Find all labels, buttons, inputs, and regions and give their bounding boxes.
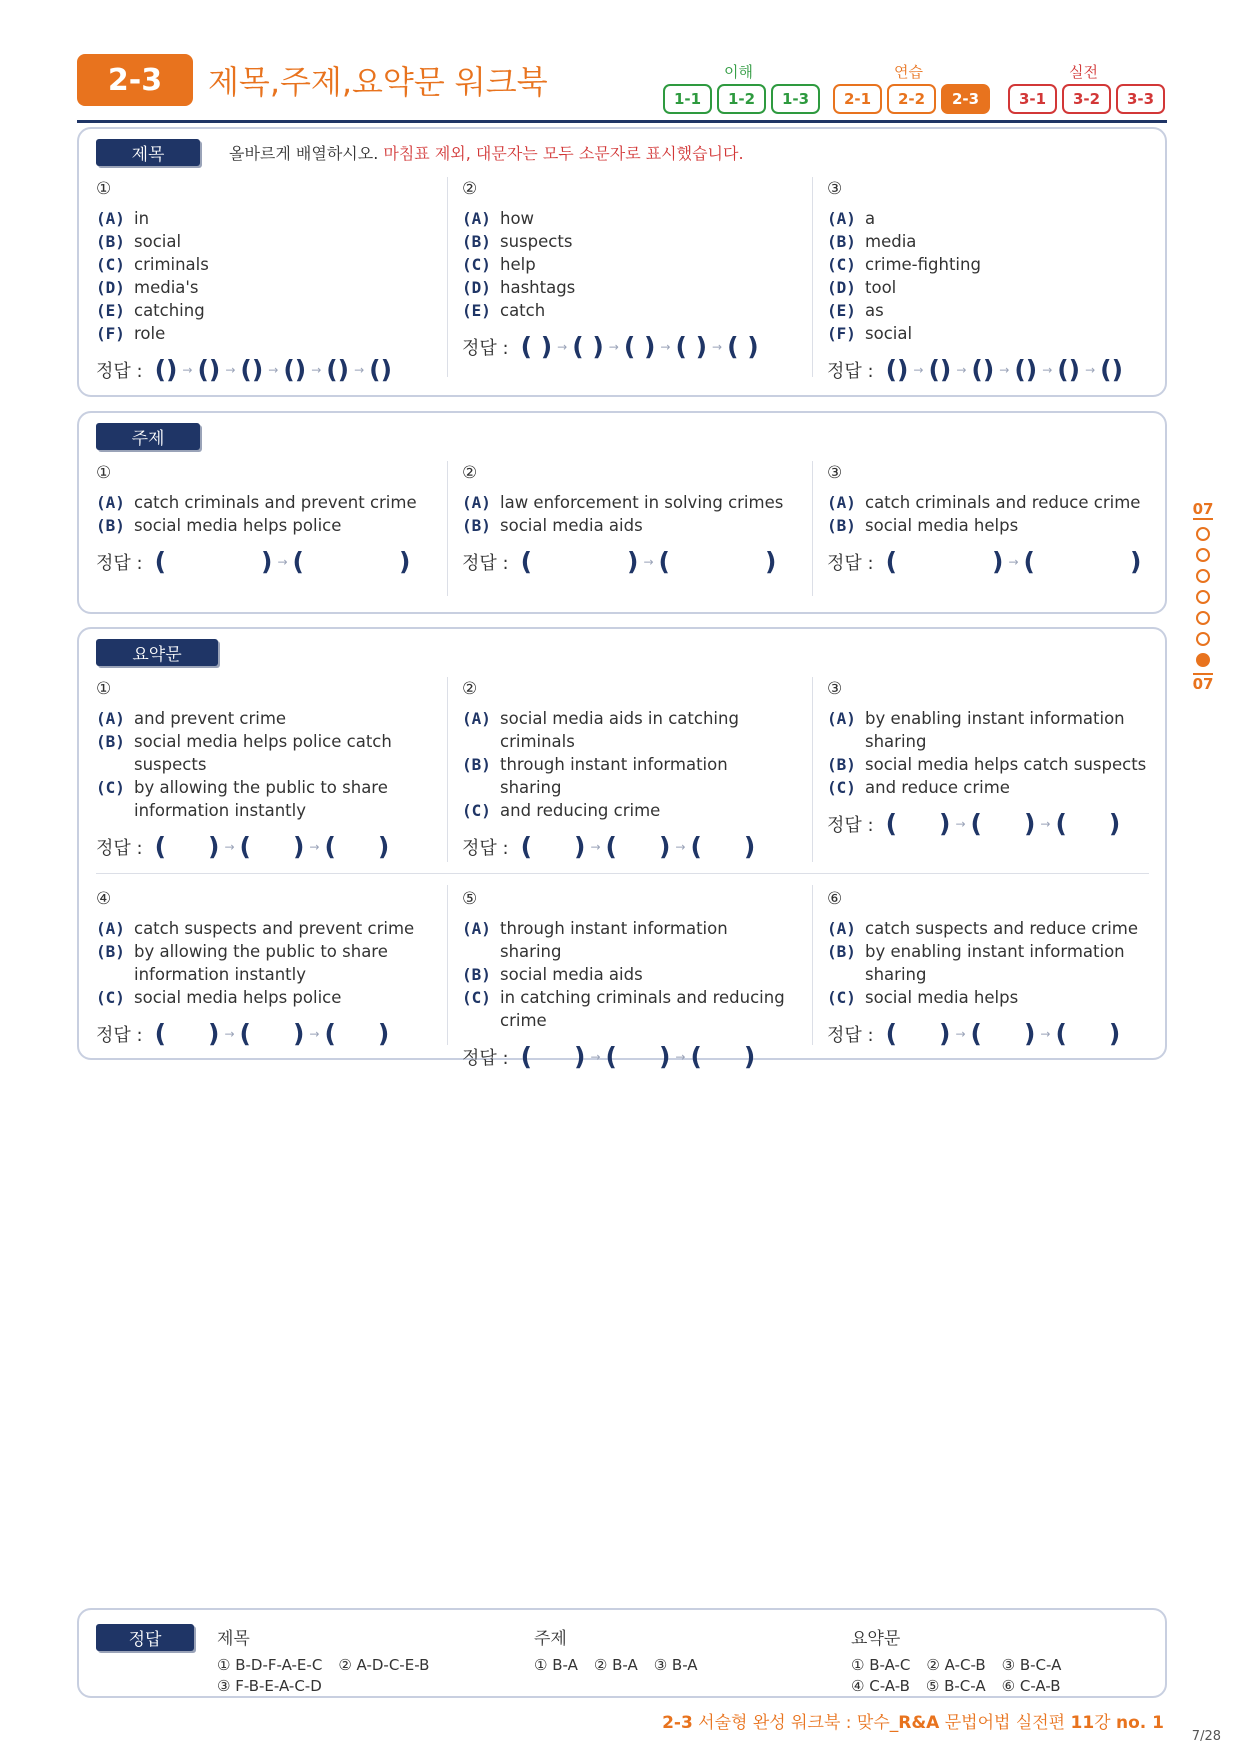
list-item: (A) through instant information sharing <box>462 919 728 961</box>
summary-question-3 <box>827 679 1157 838</box>
list-item: (A) law enforcement in solving crimes <box>462 493 784 512</box>
list-item: (A) social media aids in catching criminals <box>462 709 739 751</box>
answer-key-topic: 주제 ① B-A ② B-A ③ B-A <box>534 1629 698 1674</box>
answer-slots[interactable]: 정답 : () → () → () → () → () → () <box>96 355 393 384</box>
instruction-note: 마침표 제외, 대문자는 모두 소문자로 표시했습니다. <box>383 144 744 163</box>
nav-dot[interactable] <box>1196 632 1210 646</box>
question-number: ② <box>462 179 478 199</box>
footer: 2-3 서술형 완성 워크북 : 맞수_R&A 문법어법 실전편 11강 no. 1 <box>662 1713 1164 1733</box>
list-item: (A) catch suspects and prevent crime <box>96 919 415 938</box>
list-item: (D) hashtags <box>462 278 576 297</box>
list-item: (B) social media helps catch suspects <box>827 755 1147 774</box>
list-item: (F) role <box>96 324 166 343</box>
answer-slots[interactable]: 정답 : ( ) → ( ) → ( ) <box>96 1019 390 1048</box>
list-item: (B) by enabling instant information sharing <box>827 942 1125 984</box>
question-number: ① <box>96 679 112 699</box>
page-title: 제목,주제,요약문 워크북 <box>208 63 548 101</box>
topic-question-1 <box>96 463 426 576</box>
question-number: ① <box>96 179 112 199</box>
answer-slots[interactable]: 정답 : ( ) → ( ) <box>96 547 411 576</box>
list-item: (A) a <box>827 209 876 228</box>
side-page-bottom: 07 <box>1192 675 1214 693</box>
stage-button-1-2[interactable]: 1-2 <box>717 84 766 114</box>
topic-section-tag: 주제 <box>96 423 200 450</box>
title-section <box>77 127 1167 397</box>
list-item: (D) media's <box>96 278 199 297</box>
answer-slots[interactable]: 정답 : ( ) → ( ) → ( ) <box>96 832 390 861</box>
list-item: (A) in <box>96 209 150 228</box>
nav-dot[interactable] <box>1196 569 1210 583</box>
stage-group-understand <box>663 84 820 114</box>
list-item: (A) catch suspects and reduce crime <box>827 919 1139 938</box>
question-number: ⑤ <box>462 889 478 909</box>
list-item: (B) social media helps police <box>96 516 342 535</box>
list-item: (B) social media aids <box>462 965 643 984</box>
stage-button-2-1[interactable]: 2-1 <box>833 84 882 114</box>
stage-button-2-3[interactable]: 2-3 <box>941 84 990 114</box>
question-number: ② <box>462 463 478 483</box>
list-item: (C) social media helps <box>827 988 1019 1007</box>
nav-dot[interactable] <box>1196 548 1210 562</box>
list-item: (E) catch <box>462 301 546 320</box>
summary-question-4 <box>96 889 426 1048</box>
nav-dot[interactable] <box>1196 590 1210 604</box>
stage-group-practice <box>833 84 990 114</box>
answer-slots[interactable]: 정답 : ( ) → ( ) → ( ) <box>462 832 756 861</box>
header-rule <box>77 120 1167 123</box>
question-number: ③ <box>827 679 843 699</box>
stage-button-3-2[interactable]: 3-2 <box>1062 84 1111 114</box>
question-number: ① <box>96 463 112 483</box>
list-item: (C) help <box>462 255 536 274</box>
list-item: (C) and reduce crime <box>827 778 1010 797</box>
instruction <box>229 141 744 164</box>
summary-question-2 <box>462 679 792 861</box>
summary-question-6 <box>827 889 1157 1048</box>
answer-key-tag: 정답 <box>96 1624 194 1651</box>
list-item: (D) tool <box>827 278 897 297</box>
topic-section <box>77 411 1167 614</box>
page-number: 7/28 <box>1191 1729 1221 1744</box>
answer-slots[interactable]: 정답 : ( ) → ( ) → ( ) <box>462 1042 756 1071</box>
list-item: (A) how <box>462 209 535 228</box>
title-question-2 <box>462 179 792 361</box>
list-item: (F) social <box>827 324 913 343</box>
list-item: (B) social media helps <box>827 516 1019 535</box>
list-item: (C) social media helps police <box>96 988 342 1007</box>
list-item: (B) social <box>96 232 182 251</box>
title-section-tag: 제목 <box>96 139 200 166</box>
stage-button-3-1[interactable]: 3-1 <box>1008 84 1057 114</box>
answer-slots[interactable]: 정답 : () → () → () → () → () → () <box>827 355 1124 384</box>
stage-label-real: 실전 <box>1069 63 1098 81</box>
stage-group-real <box>1008 84 1165 114</box>
answer-slots[interactable]: 정답 : ( ) → ( ) → ( ) <box>827 1019 1121 1048</box>
stage-label-practice: 연습 <box>894 63 923 81</box>
list-item: (B) suspects <box>462 232 573 251</box>
section-badge: 2-3 <box>77 54 193 106</box>
answer-slots[interactable]: 정답 : ( ) → ( ) → ( ) <box>827 809 1121 838</box>
list-item: (A) by enabling instant information sharing <box>827 709 1125 751</box>
stage-label-understand: 이해 <box>724 63 753 81</box>
stage-button-2-2[interactable]: 2-2 <box>887 84 936 114</box>
question-number: ④ <box>96 889 112 909</box>
answer-key-summary: 요약문 ① B-A-C ② A-C-B ③ B-C-A ④ C-A-B ⑤ B-C-A ⑥ C-A-B <box>851 1629 1062 1695</box>
list-item: (E) as <box>827 301 884 320</box>
summary-question-5 <box>462 889 792 1071</box>
answer-slots[interactable]: 정답 : ( ) → ( ) → ( ) → ( ) → ( ) <box>462 332 759 361</box>
list-item: (B) by allowing the public to share information instantly <box>96 942 388 984</box>
answer-key-title: 제목 ① B-D-F-A-E-C ② A-D-C-E-B ③ F-B-E-A-C-D <box>217 1629 430 1695</box>
list-item: (A) catch criminals and reduce crime <box>827 493 1141 512</box>
list-item: (A) and prevent crime <box>96 709 287 728</box>
answer-slots[interactable]: 정답 : ( ) → ( ) <box>827 547 1142 576</box>
summary-section-tag: 요약문 <box>96 639 218 666</box>
question-number: ③ <box>827 179 843 199</box>
nav-dot[interactable] <box>1196 611 1210 625</box>
side-page-top: 07 <box>1192 500 1214 518</box>
list-item: (E) catching <box>96 301 205 320</box>
topic-question-2 <box>462 463 792 576</box>
topic-question-3 <box>827 463 1157 576</box>
stage-button-3-3[interactable]: 3-3 <box>1116 84 1165 114</box>
list-item: (B) social media aids <box>462 516 643 535</box>
stage-button-1-1[interactable]: 1-1 <box>663 84 712 114</box>
list-item: (C) in catching criminals and reducing crime <box>462 988 785 1030</box>
answer-key <box>77 1608 1167 1698</box>
list-item: (B) social media helps police catch suspects <box>96 732 392 774</box>
side-nav <box>1189 500 1217 693</box>
nav-dot-active[interactable] <box>1196 653 1210 667</box>
question-number: ③ <box>827 463 843 483</box>
instruction-text: 올바르게 배열하시오. <box>229 144 379 163</box>
title-question-3 <box>827 179 1157 384</box>
list-item: (C) and reducing crime <box>462 801 661 820</box>
list-item: (C) by allowing the public to share information instantly <box>96 778 388 820</box>
stage-button-1-3[interactable]: 1-3 <box>771 84 820 114</box>
question-number: ② <box>462 679 478 699</box>
question-number: ⑥ <box>827 889 843 909</box>
list-item: (B) through instant information sharing <box>462 755 728 797</box>
title-question-1 <box>96 179 426 384</box>
list-item: (A) catch criminals and prevent crime <box>96 493 417 512</box>
summary-section <box>77 627 1167 1071</box>
list-item: (C) criminals <box>96 255 209 274</box>
nav-dot[interactable] <box>1196 527 1210 541</box>
answer-slots[interactable]: 정답 : ( ) → ( ) <box>462 547 777 576</box>
list-item: (C) crime-fighting <box>827 255 981 274</box>
list-item: (B) media <box>827 232 917 251</box>
summary-question-1 <box>96 679 426 861</box>
